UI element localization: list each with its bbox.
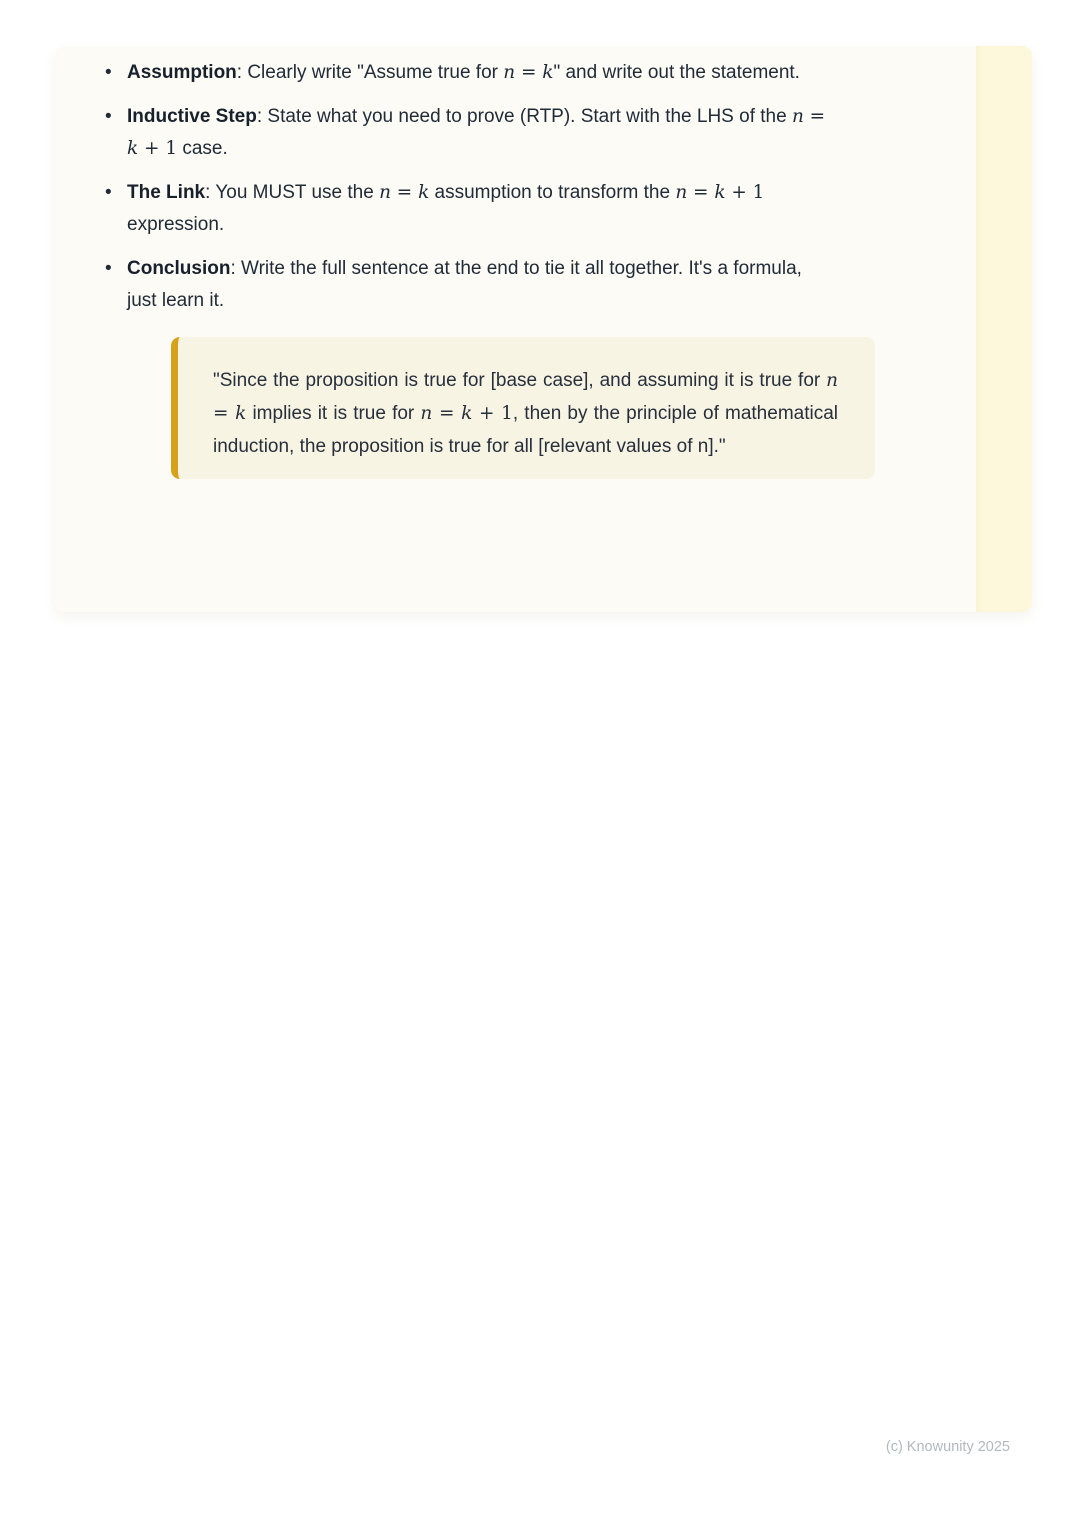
quote-text: "Since the proposition is true for [base case], and assuming it is true for n = k implies it is true for n = k + 1, then by the principle of mathematical induction, the proposition is true for all [relevant values of n]." — [213, 370, 838, 457]
bullet-list — [103, 57, 1032, 317]
bullet-marker: • — [105, 106, 112, 127]
bullet-item-inductive-step — [103, 101, 1032, 165]
bullet-item-assumption — [103, 57, 1032, 89]
card-side-strip — [976, 46, 1032, 612]
induction-conclusion-quote — [171, 337, 875, 479]
notes-card — [55, 46, 1032, 612]
bullet-text-the-link: The Link: You MUST use the n = k assumption to transform the n = k + 1 expression. — [127, 182, 765, 235]
bullet-text-conclusion: Conclusion: Write the full sentence at the end to tie it all together. It's a formula, just learn it. — [127, 258, 802, 311]
copyright-text: (c) Knowunity 2025 — [885, 1439, 1010, 1455]
bullet-marker: • — [105, 62, 112, 83]
bullet-text-inductive-step: Inductive Step: State what you need to prove (RTP). Start with the LHS of the n = k + 1 case. — [127, 106, 826, 159]
bullet-marker: • — [105, 182, 112, 203]
bullet-item-the-link — [103, 177, 1032, 241]
bullet-text-assumption: Assumption: Clearly write "Assume true for n = k" and write out the statement. — [127, 62, 800, 83]
bullet-item-conclusion — [103, 253, 1032, 317]
bullet-marker: • — [105, 258, 112, 279]
